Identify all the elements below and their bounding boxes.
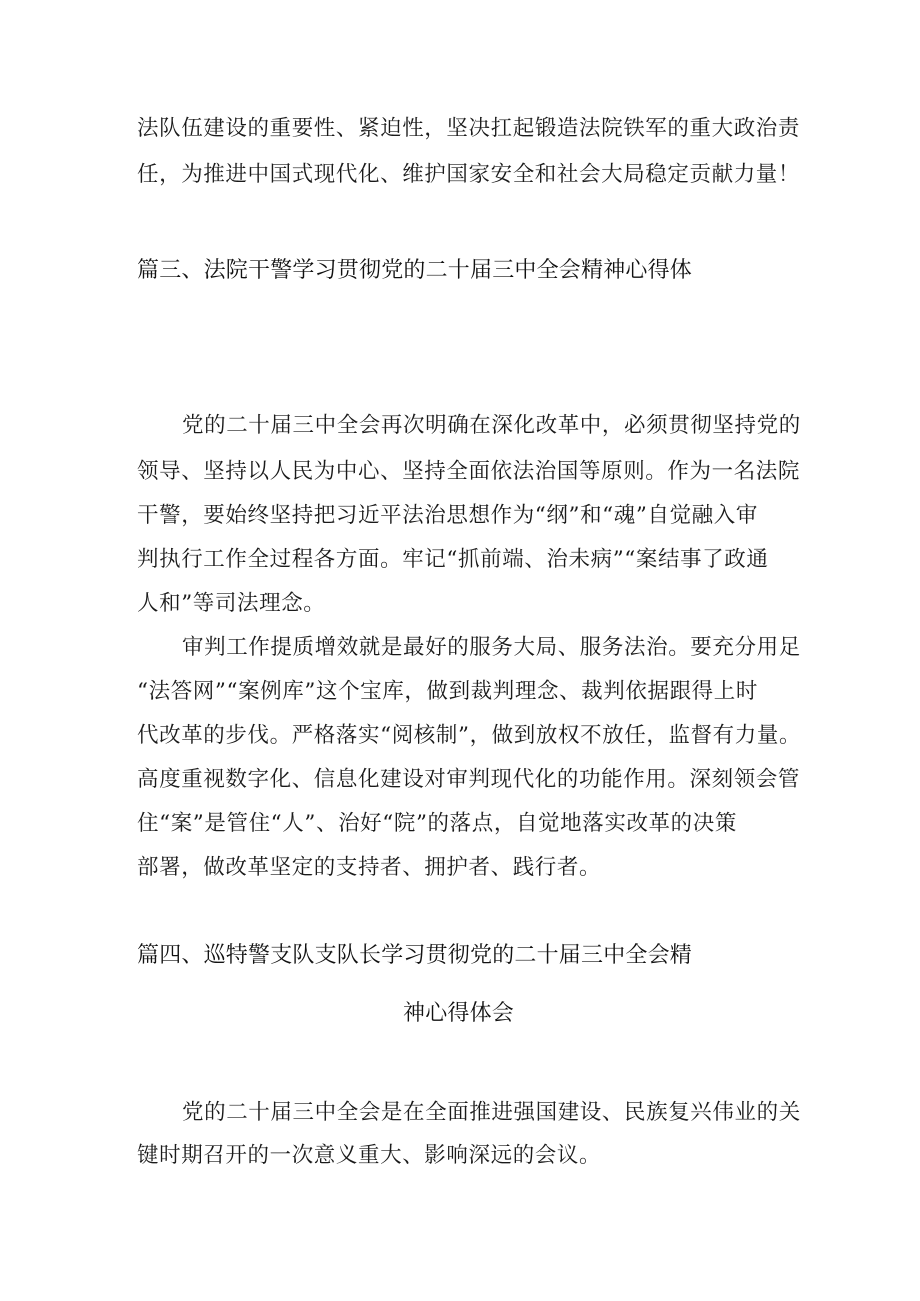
- body-text-line: 键时期召开的一次意义重大、影响深远的会议。: [137, 1143, 602, 1168]
- body-text-line: 法队伍建设的重要性、紧迫性，坚决扛起锻造法院铁军的重大政治责: [137, 116, 801, 141]
- body-text-line: 干警，要始终坚持把习近平法治思想作为“纲”和“魂”自觉融入审: [137, 503, 758, 528]
- paragraph-first-line: 党的二十届三中全会是在全面推进强国建设、民族复兴伟业的关: [182, 1100, 801, 1125]
- section-heading: 篇四、巡特警支队支队长学习贯彻党的二十届三中全会精: [137, 943, 693, 968]
- paragraph-first-line: 审判工作提质增效就是最好的服务大局、服务法治。要充分用足: [182, 635, 801, 660]
- section-heading: 篇三、法院干警学习贯彻党的二十届三中全会精神心得体: [137, 258, 693, 283]
- body-text-line: 人和”等司法理念。: [137, 591, 326, 616]
- body-text-line: 任，为推进中国式现代化、维护国家安全和社会大局稳定贡献力量！: [137, 162, 801, 187]
- body-text-line: 领导、坚持以人民为中心、坚持全面依法治国等原则。作为一名法院: [137, 459, 801, 484]
- body-text-line: 判执行工作全过程各方面。牢记“抓前端、治未病”“案结事了政通: [137, 547, 769, 572]
- body-text-line: “法答网”“案例库”这个宝库，做到裁判理念、裁判依据跟得上时: [137, 679, 758, 704]
- body-text-line: 部署，做改革坚定的支持者、拥护者、践行者。: [137, 855, 602, 880]
- body-text-line: 高度重视数字化、信息化建设对审判现代化的功能作用。深刻领会管: [137, 767, 801, 792]
- body-text-line: 住“案”是管住“人”、治好“院”的落点，自觉地落实改革的决策: [137, 811, 737, 836]
- section-heading-continued: 神心得体会: [403, 1001, 515, 1026]
- paragraph-first-line: 党的二十届三中全会再次明确在深化改革中，必须贯彻坚持党的: [182, 413, 801, 438]
- body-text-line: 代改革的步伐。严格落实“阅核制”，做到放权不放任，监督有力量。: [137, 723, 802, 748]
